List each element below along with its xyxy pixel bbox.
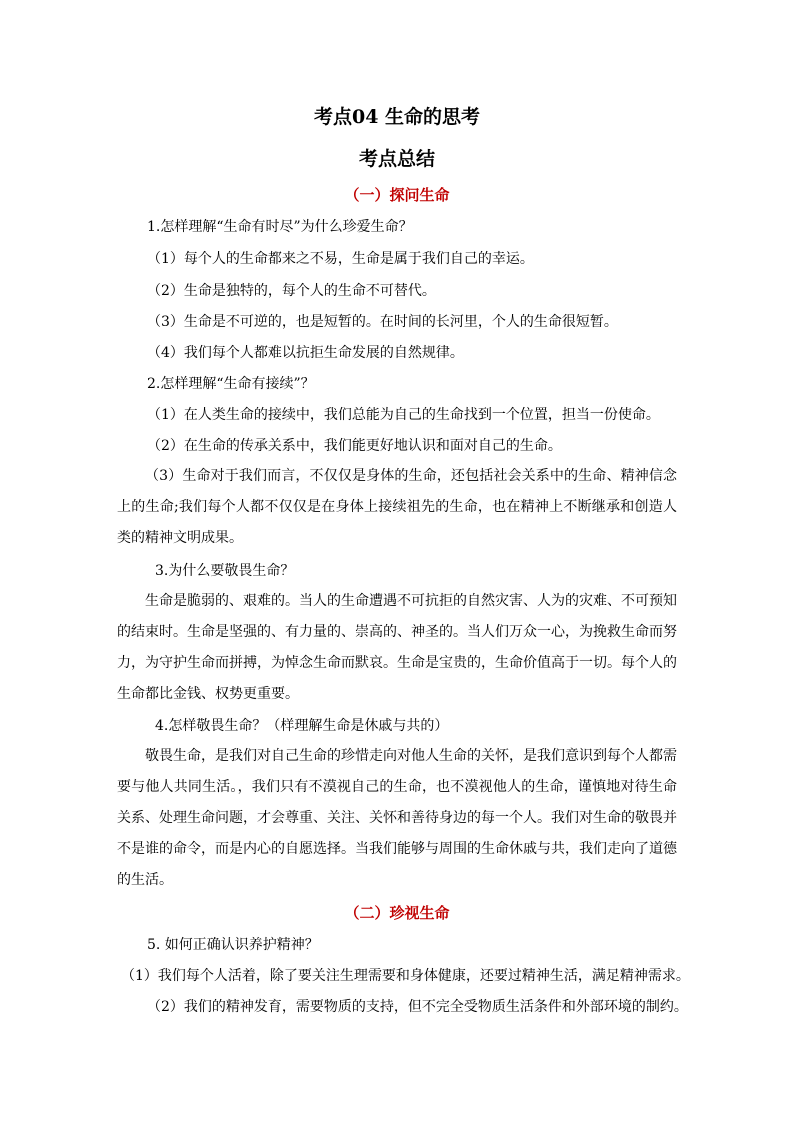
answer-1-1: （1）每个人的生命都来之不易，生命是属于我们自己的幸运。 xyxy=(147,251,534,267)
question-4: 4.怎样敬畏生命？（样理解生命是休戚与共的） xyxy=(155,718,449,734)
page-subtitle: 考点总结 xyxy=(358,148,435,170)
page-title: 考点04 生命的思考 xyxy=(313,106,481,128)
section-heading-1: （一）探问生命 xyxy=(344,186,450,204)
question-5: 5. 如何正确认识养护精神？ xyxy=(147,937,319,953)
answer-2-2: （2）在生命的传承关系中，我们能更好地认识和面对自己的生命。 xyxy=(147,438,562,454)
answer-2-1: （1）在人类生命的接续中，我们总能为自己的生命找到一个位置，担当一份使命。 xyxy=(147,407,660,423)
answer-5-1: （1）我们每个人活着，除了要关注生理需要和身体健康，还要过精神生活，满足精神需求。 xyxy=(121,968,690,984)
answer-1-2: （2）生命是独特的，每个人的生命不可替代。 xyxy=(147,283,436,299)
answer-2-3: （3）生命对于我们而言，不仅仅是身体的生命，还包括社会关系中的生命、精神信念上的生命;我们每个人都不仅仅是在身体上接续祖先的生命，也在精神上不断继承和创造人类的精神文明成果。 xyxy=(117,468,677,546)
answer-5-2: （2）我们的精神发育，需要物质的支持，但不完全受物质生活条件和外部环境的制约。 xyxy=(147,999,688,1015)
answer-4: 敬畏生命，是我们对自己生命的珍惜走向对他人生命的关怀，是我们意识到每个人都需要与他人共同生活。，我们只有不漠视自己的生命，也不漠视他人的生命，谨慎地对待生命关系、处理生命问题，才会尊重、关注、关怀和善待身边的每一个人。我们对生命的敬畏并不是谁的命令，而是内心的自愿选择。当我们能够与周围的生命休戚与共，我们走向了道德的生活。 xyxy=(117,748,677,888)
section-heading-2: （二）珍视生命 xyxy=(344,904,450,922)
question-3: 3.为什么要敬畏生命？ xyxy=(155,563,295,579)
answer-1-4: （4）我们每个人都难以抗拒生命发展的自然规律。 xyxy=(147,345,464,361)
answer-1-3: （3）生命是不可逆的，也是短暂的。在时间的长河里，个人的生命很短暂。 xyxy=(147,314,618,330)
question-2: 2.怎样理解“生命有接续”？ xyxy=(147,376,315,392)
question-1: 1.怎样理解“生命有时尽”为什么珍爱生命？ xyxy=(147,219,413,235)
answer-3: 生命是脆弱的、艰难的。当人的生命遭遇不可抗拒的自然灾害、人为的灾难、不可预知的结束时。生命是坚强的、有力量的、崇高的、神圣的。当人们万众一心，为挽救生命而努力，为守护生命而拼搏，为悼念生命而默哀。生命是宝贵的，生命价值高于一切。每个人的生命都比金钱、权势更重要。 xyxy=(117,593,677,702)
